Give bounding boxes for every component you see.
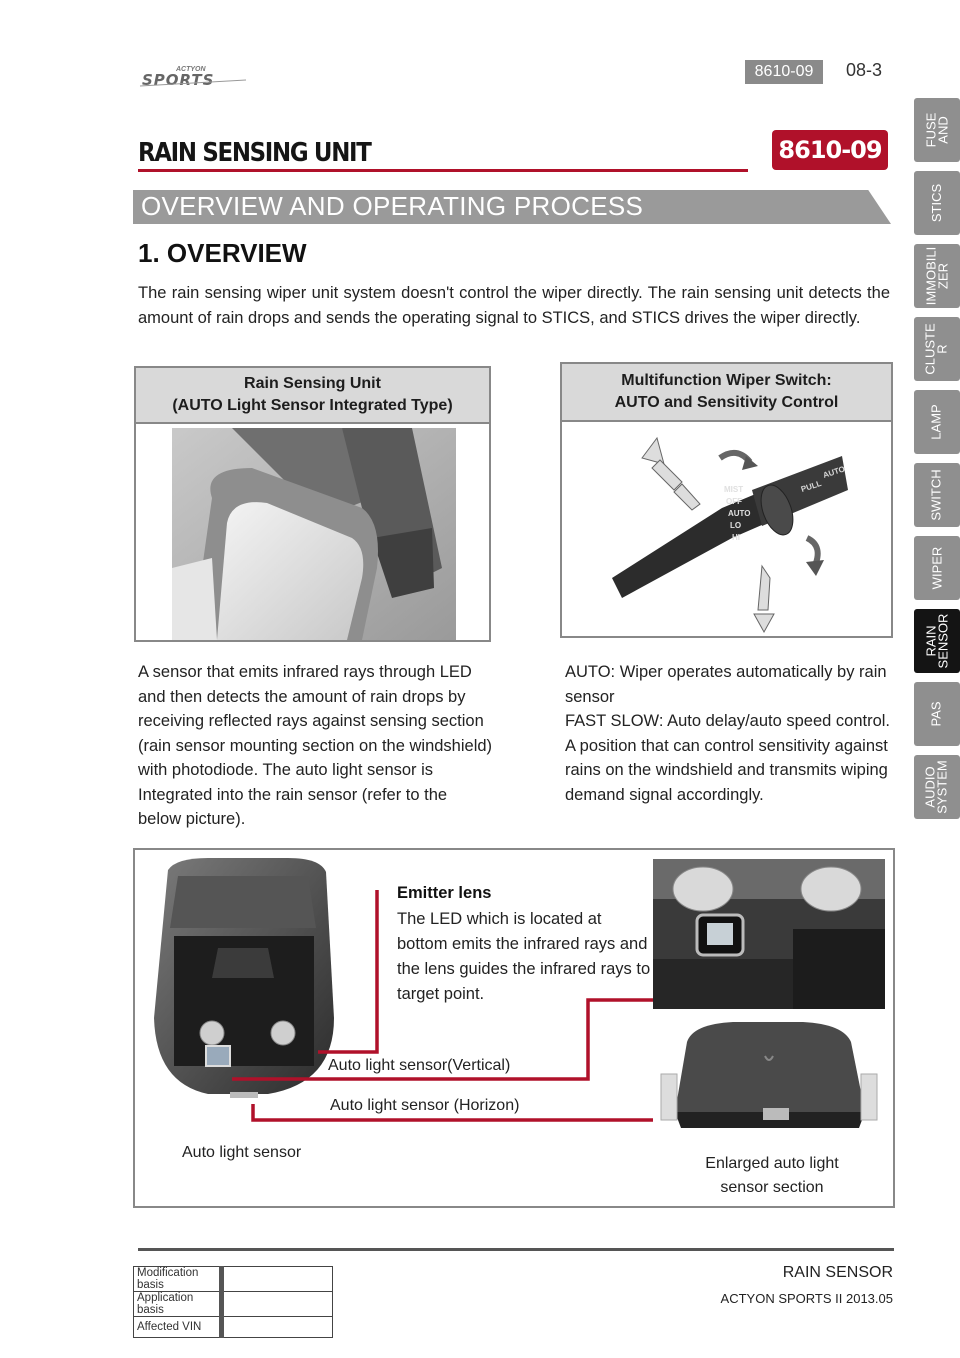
application-basis-label: Application basis bbox=[134, 1292, 222, 1317]
table-row bbox=[134, 1267, 333, 1292]
caption-line-1: Multifunction Wiper Switch: bbox=[621, 372, 832, 389]
tab-audio-system[interactable]: AUDIO SYSTEM bbox=[914, 755, 960, 819]
label-auto-light-sensor-horizon: Auto light sensor (Horizon) bbox=[330, 1097, 520, 1114]
label-enlarged-section bbox=[690, 1152, 854, 1200]
footer-model: ACTYON SPORTS II 2013.05 bbox=[720, 1291, 893, 1306]
footer-section-name: RAIN SENSOR bbox=[782, 1264, 893, 1281]
tab-rain-sensor[interactable]: RAIN SENSOR bbox=[914, 609, 960, 673]
label-enlarged-line-1: Enlarged auto light bbox=[705, 1155, 839, 1172]
label-auto-light-sensor-vertical: Auto light sensor(Vertical) bbox=[328, 1057, 511, 1074]
tab-cluster[interactable]: CLUSTE R bbox=[914, 317, 960, 381]
affected-vin-value bbox=[222, 1317, 333, 1338]
svg-text:SPORTS: SPORTS bbox=[142, 71, 215, 88]
switch-label-auto: AUTO bbox=[728, 509, 751, 518]
tab-lamp[interactable]: LAMP bbox=[914, 390, 960, 454]
switch-label-off: OFF bbox=[726, 497, 742, 506]
overview-text: The rain sensing wiper unit system doesn't control the wiper directly. The rain sensing unit detects the amount of rain drops and sends the operating signal to STICS, and STICS drives the wiper directly. bbox=[138, 284, 890, 327]
table-row bbox=[134, 1317, 333, 1338]
table-row bbox=[134, 1292, 333, 1317]
emitter-lens-title: Emitter lens bbox=[397, 884, 492, 902]
tab-fuse-and[interactable]: FUSE AND bbox=[914, 98, 960, 162]
switch-label-hi: HI bbox=[732, 533, 740, 542]
switch-label-mist: MIST bbox=[724, 485, 744, 494]
tab-immobilizer[interactable]: IMMOBILI ZER bbox=[914, 244, 960, 308]
knob-label-auto: AUTO bbox=[821, 464, 847, 480]
overview-heading: 1. OVERVIEW bbox=[138, 238, 307, 268]
switch-label-lo: LO bbox=[730, 521, 742, 530]
rain-sensor-description-text: A sensor that emits infrared rays through LED and then detects the amount of rain drops by receiving reflected rays against sensing section (rain sensor mounting section on the windshield) with photodiode. The auto light sensor is Integrated into the rain sensor (refer to the below picture). bbox=[138, 663, 493, 828]
auto-mode-description: AUTO: Wiper operates automatically by rain sensor bbox=[565, 663, 887, 706]
label-auto-light-sensor: Auto light sensor bbox=[182, 1144, 302, 1161]
knob-label-pull: PULL bbox=[799, 478, 823, 494]
caption-line-2: AUTO and Sensitivity Control bbox=[614, 394, 839, 411]
emitter-leader bbox=[318, 890, 377, 1052]
page-title: RAIN SENSING UNIT bbox=[138, 138, 371, 168]
title-code-badge: 8610-09 bbox=[772, 130, 888, 170]
emitter-lens-text: The LED which is located at bottom emits the infrared rays and the lens guides the infrared rays to target point. bbox=[397, 910, 651, 1003]
header-code-badge: 8610-09 bbox=[745, 60, 823, 84]
modification-basis-label: Modification basis bbox=[134, 1267, 222, 1292]
tab-stics[interactable]: STICS bbox=[914, 171, 960, 235]
caption-line-1: Rain Sensing Unit bbox=[244, 375, 381, 392]
tab-wiper[interactable]: WIPER bbox=[914, 536, 960, 600]
footer-divider bbox=[138, 1248, 894, 1251]
tab-switch[interactable]: SWITCH bbox=[914, 463, 960, 527]
tab-pas[interactable]: PAS bbox=[914, 682, 960, 746]
affected-vin-label: Affected VIN bbox=[134, 1317, 222, 1338]
page-number: 08-3 bbox=[846, 60, 883, 80]
modification-basis-value bbox=[222, 1267, 333, 1292]
banner-text: OVERVIEW AND OPERATING PROCESS bbox=[141, 191, 644, 221]
revision-table bbox=[133, 1266, 333, 1338]
label-enlarged-line-2: sensor section bbox=[720, 1179, 824, 1196]
application-basis-value bbox=[222, 1292, 333, 1317]
caption-line-2: (AUTO Light Sensor Integrated Type) bbox=[172, 397, 453, 414]
sensitivity-description: FAST SLOW: Auto delay/auto speed control. A position that can control sensitivity against rains on the windshield and transmits wiping demand signal accordingly. bbox=[565, 712, 890, 804]
svg-text:ACTYON: ACTYON bbox=[176, 66, 206, 73]
